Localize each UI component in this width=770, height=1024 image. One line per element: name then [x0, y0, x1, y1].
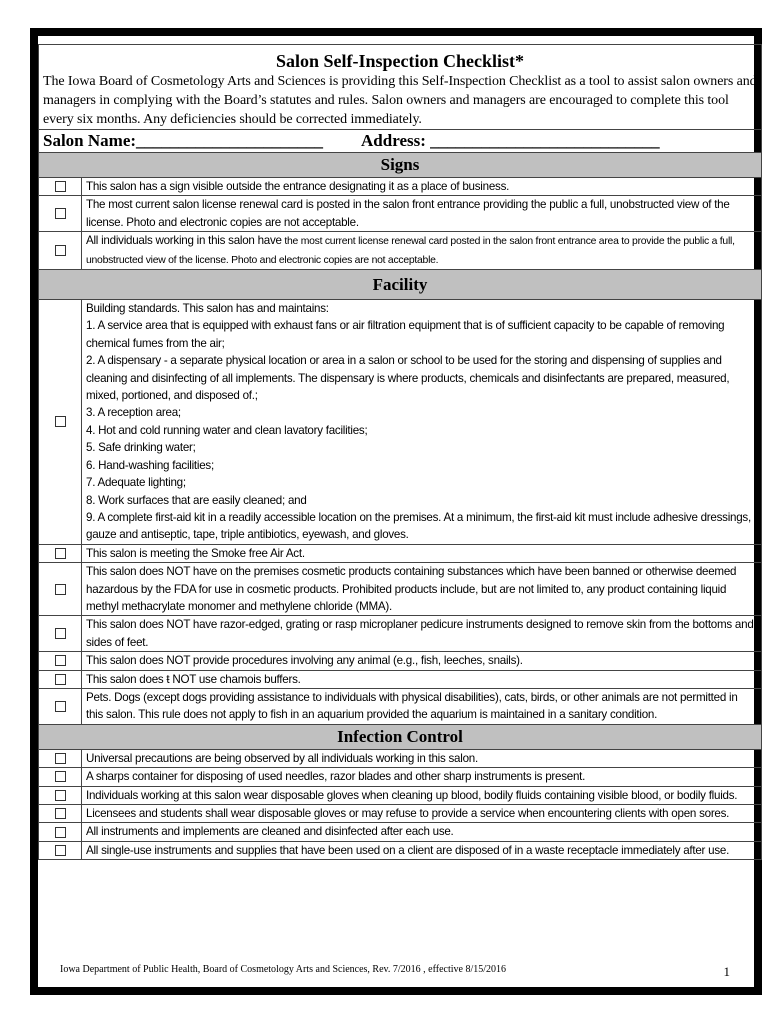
- checklist-row: [39, 563, 761, 616]
- checkbox[interactable]: [39, 768, 82, 785]
- checklist-row: [39, 823, 761, 841]
- checklist-row: [39, 842, 761, 860]
- section-header-facility: Facility: [39, 270, 761, 300]
- checkbox-icon: [55, 808, 66, 819]
- checkbox[interactable]: [39, 805, 82, 822]
- checkbox-icon: [55, 753, 66, 764]
- section-header-signs: Signs: [39, 153, 761, 178]
- checklist-row: [39, 750, 761, 768]
- building-standard-line: 3. A reception area;: [86, 406, 181, 420]
- checkbox-icon: [55, 845, 66, 856]
- checklist-row: [39, 232, 761, 270]
- building-standard-line: 2. A dispensary - a separate physical location or area in a salon or school to be used for the storing and dispensing of supplies and cleaning and disinfecting of all implements. The dispensary is where products, chemicals and disinfectants are prepared, measured, mixed, portioned, and disposed of.;: [86, 354, 730, 403]
- item-text: This salon does ŧ NOT use chamois buffers.: [86, 672, 301, 686]
- checklist-row: [39, 689, 761, 725]
- checklist-row: [39, 805, 761, 823]
- item-text-part: All individuals working in this salon have: [86, 234, 282, 248]
- section-header-infection-control: Infection Control: [39, 725, 761, 750]
- checklist-row: [39, 545, 761, 563]
- checkbox-icon: [55, 701, 66, 712]
- checkbox-icon: [55, 416, 66, 427]
- building-standard-line: 8. Work surfaces that are easily cleaned; and: [86, 493, 307, 507]
- checkbox[interactable]: [39, 232, 82, 269]
- checklist-row: [39, 652, 761, 670]
- checkbox-icon: [55, 181, 66, 192]
- checklist-table: [38, 44, 762, 860]
- page-title: Salon Self-Inspection Checklist*: [275, 51, 525, 71]
- item-text: This salon is meeting the Smoke free Air Act.: [86, 546, 305, 560]
- checkbox[interactable]: [39, 616, 82, 651]
- page-footer: [60, 964, 730, 980]
- building-standard-line: 1. A service area that is equipped with exhaust fans or air filtration equipment that is of sufficient capacity to be capable of removing chemical fumes from the air;: [86, 319, 725, 350]
- checkbox-icon: [55, 771, 66, 782]
- checkbox[interactable]: [39, 842, 82, 859]
- item-text: [82, 232, 761, 269]
- item-text: This salon does NOT provide procedures involving any animal (e.g., fish, leeches, snails).: [86, 654, 523, 668]
- item-text: [82, 300, 761, 544]
- building-standard-line: 7. Adequate lighting;: [86, 476, 186, 490]
- item-text: Individuals working at this salon wear disposable gloves when cleaning up blood, bodily fluids containing visible blood, or bodily fluids.: [86, 788, 738, 802]
- footer-text: Iowa Department of Public Health, Board of Cosmetology Arts and Sciences, Rev. 7/2016 , effective 8/15/2016: [60, 964, 507, 975]
- checkbox[interactable]: [39, 689, 82, 724]
- checklist-row: [39, 196, 761, 232]
- checklist-row: [39, 178, 761, 196]
- item-text: Licensees and students shall wear disposable gloves or may refuse to provide a service when encountering clients with open sores.: [86, 807, 730, 820]
- checkbox[interactable]: [39, 787, 82, 804]
- checklist-row: [39, 787, 761, 805]
- checkbox-icon: [55, 674, 66, 685]
- item-text: This salon does NOT have razor-edged, grating or rasp microplaner pedicure instruments designed to remove skin from the bottoms and sides of feet.: [86, 618, 754, 649]
- checkbox-icon: [55, 790, 66, 801]
- building-standard-line: 9. A complete first-aid kit in a readily accessible location on the premises. At a minimum, the first-aid kit must include adhesive dressings, gauze and antiseptic, tape, triple antibiotics, eyewash, and gloves.: [86, 510, 751, 542]
- item-text: All single-use instruments and supplies that have been used on a client are disposed of in a waste receptacle immediately after use.: [86, 843, 730, 857]
- checkbox[interactable]: [39, 652, 82, 669]
- checkbox[interactable]: [39, 671, 82, 688]
- checkbox-icon: [55, 208, 66, 219]
- checkbox[interactable]: [39, 545, 82, 562]
- salon-info-row: [39, 130, 761, 153]
- building-standard-line: Building standards. This salon has and maintains:: [86, 302, 329, 316]
- checklist-row: [39, 300, 761, 545]
- checklist-row: [39, 616, 761, 652]
- checkbox[interactable]: [39, 823, 82, 840]
- checklist-row: [39, 768, 761, 786]
- item-text: All instruments and implements are cleaned and disinfected after each use.: [86, 825, 454, 839]
- item-text: A sharps container for disposing of used needles, razor blades and other sharp instruments is present.: [86, 770, 586, 784]
- item-text-part: the most current license renewal card posted in the salon front entrance area to provide the public a full, unobstructed view of the license. Photo and electronic copies are not acceptable.: [86, 236, 735, 266]
- checkbox[interactable]: [39, 750, 82, 767]
- address-field[interactable]: Address: ___________________________: [361, 131, 660, 150]
- checkbox-icon: [55, 827, 66, 838]
- checkbox[interactable]: [39, 563, 82, 615]
- building-standard-line: 5. Safe drinking water;: [86, 441, 196, 455]
- checkbox-icon: [55, 655, 66, 666]
- intro-paragraph: The Iowa Board of Cosmetology Arts and Sciences is providing this Self-Inspection Checklist as a tool to assist salon owners and managers in complying with the Board’s statutes and rules. Salon owners and managers are encouraged to complete this tool every six months. Any deficiencies should be corrected immediately.: [39, 72, 761, 130]
- checkbox-icon: [55, 628, 66, 639]
- document-page: [38, 36, 757, 987]
- building-standard-line: 6. Hand-washing facilities;: [86, 458, 214, 472]
- checkbox-icon: [55, 548, 66, 559]
- checklist-row: [39, 671, 761, 689]
- checkbox-icon: [55, 584, 66, 595]
- checkbox[interactable]: [39, 300, 82, 544]
- checkbox[interactable]: [39, 196, 82, 231]
- checklist-body: [39, 153, 761, 860]
- item-text: This salon does NOT have on the premises cosmetic products containing substances which have been banned or otherwise deemed hazardous by the FDA for use in cosmetic products. Prohibited products include, but are not limited to, any product containing liquid methyl methacrylate monomer and methylene chloride (MMA).: [86, 565, 737, 613]
- item-text: The most current salon license renewal card is posted in the salon front entrance providing the public a full, unobstructed view of the license. Photo and electronic copies are not acceptable.: [86, 198, 730, 229]
- checkbox-icon: [55, 245, 66, 256]
- salon-name-field[interactable]: Salon Name:______________________: [43, 131, 324, 150]
- page-number: 1: [723, 964, 730, 979]
- item-text: Pets. Dogs (except dogs providing assistance to individuals with physical disabilities), cats, birds, or other animals are not permitted in this salon. This rule does not apply to fish in an aquarium provided the aquarium is maintained in a sanitary condition.: [86, 690, 738, 722]
- item-text: Universal precautions are being observed by all individuals working in this salon.: [86, 751, 478, 765]
- checkbox[interactable]: [39, 178, 82, 195]
- item-text: This salon has a sign visible outside the entrance designating it as a place of business.: [86, 180, 510, 193]
- building-standard-line: 4. Hot and cold running water and clean lavatory facilities;: [86, 423, 368, 437]
